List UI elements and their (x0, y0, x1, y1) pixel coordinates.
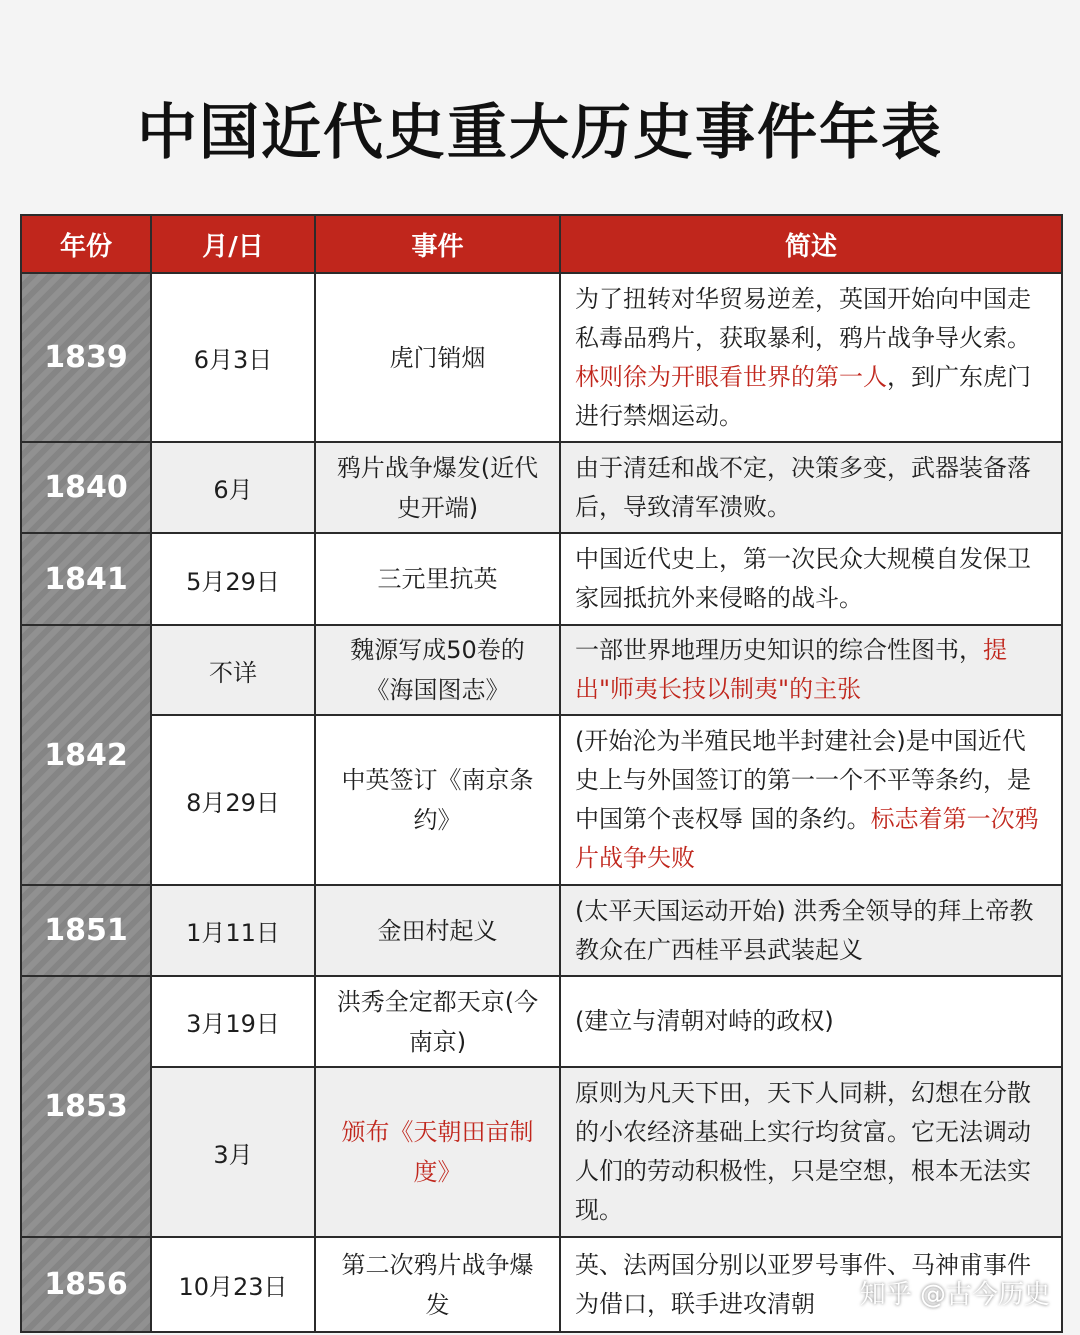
table-header-row (21, 215, 1062, 273)
history-timeline-table (20, 214, 1063, 1333)
date-cell: 不详 (151, 625, 315, 715)
description-highlight: 林则徐为开眼看世界的第一人 (575, 362, 887, 391)
date-cell: 3月 (151, 1067, 315, 1237)
table-row (21, 533, 1062, 625)
description-text: 一部世界地理历史知识的综合性图书， (575, 636, 983, 664)
header-event: 事件 (315, 215, 560, 273)
description-cell (560, 273, 1062, 442)
date-cell: 6月 (151, 442, 315, 533)
year-cell: 1841 (21, 533, 151, 625)
year-cell: 1842 (21, 625, 151, 885)
year-cell: 1840 (21, 442, 151, 533)
description-cell (560, 625, 1062, 715)
date-cell: 3月19日 (151, 976, 315, 1067)
description-highlight: 提出"师夷长技以制夷"的主张 (575, 636, 1007, 703)
year-cell: 1856 (21, 1237, 151, 1332)
event-cell: 鸦片战争爆发(近代史开端) (315, 442, 560, 533)
date-cell: 10月23日 (151, 1237, 315, 1332)
description-cell: (建立与清朝对峙的政权) (560, 976, 1062, 1067)
table-row (21, 1067, 1062, 1237)
event-cell: 颁布《天朝田亩制度》 (315, 1067, 560, 1237)
event-cell: 中英签订《南京条约》 (315, 715, 560, 885)
year-cell: 1853 (21, 976, 151, 1237)
date-cell: 6月3日 (151, 273, 315, 442)
event-cell: 洪秀全定都天京(今南京) (315, 976, 560, 1067)
year-cell: 1851 (21, 885, 151, 976)
table-row (21, 976, 1062, 1067)
table-row (21, 273, 1062, 442)
table-row (21, 885, 1062, 976)
year-cell: 1839 (21, 273, 151, 442)
description-text: ，到广东虎门进行禁烟运动。 (575, 362, 1031, 430)
header-year: 年份 (21, 215, 151, 273)
description-cell: 中国近代史上，第一次民众大规模自发保卫家园抵抗外来侵略的战斗。 (560, 533, 1062, 625)
watermark: 知乎 @古今历史 (859, 1280, 1050, 1310)
description-text: (开始沦为半殖民地半封建社会)是中国近代史上与外国签订的第一一个不平等条约，是中国第个丧权辱 国的条约。 (575, 727, 1031, 833)
event-cell: 三元里抗英 (315, 533, 560, 625)
event-cell: 金田村起义 (315, 885, 560, 976)
description-cell: 英、法两国分别以亚罗号事件、马神甫事件为借口，联手进攻清朝 (560, 1237, 1062, 1332)
date-cell: 5月29日 (151, 533, 315, 625)
description-highlight: 标志着第一次鸦片战争失败 (575, 805, 1039, 872)
table-row (21, 715, 1062, 885)
table-row (21, 442, 1062, 533)
page-title: 中国近代史重大历史事件年表 (137, 98, 943, 168)
table-row (21, 625, 1062, 715)
description-cell: (太平天国运动开始) 洪秀全领导的拜上帝教教众在广西桂平县武装起义 (560, 885, 1062, 976)
date-cell: 1月11日 (151, 885, 315, 976)
date-cell: 8月29日 (151, 715, 315, 885)
description-cell: 原则为凡天下田，天下人同耕，幻想在分散的小农经济基础上实行均贫富。它无法调动人们的劳动积极性，只是空想，根本无法实现。 (560, 1067, 1062, 1237)
description-cell (560, 715, 1062, 885)
header-description: 简述 (560, 215, 1062, 273)
event-cell: 虎门销烟 (315, 273, 560, 442)
header-date: 月/日 (151, 215, 315, 273)
event-cell: 第二次鸦片战争爆发 (315, 1237, 560, 1332)
description-cell: 由于清廷和战不定，决策多变，武器装备落后，导致清军溃败。 (560, 442, 1062, 533)
event-cell: 魏源写成50卷的《海国图志》 (315, 625, 560, 715)
description-text: 为了扭转对华贸易逆差，英国开始向中国走私毒品鸦片，获取暴利，鸦片战争导火索。 (575, 284, 1031, 352)
